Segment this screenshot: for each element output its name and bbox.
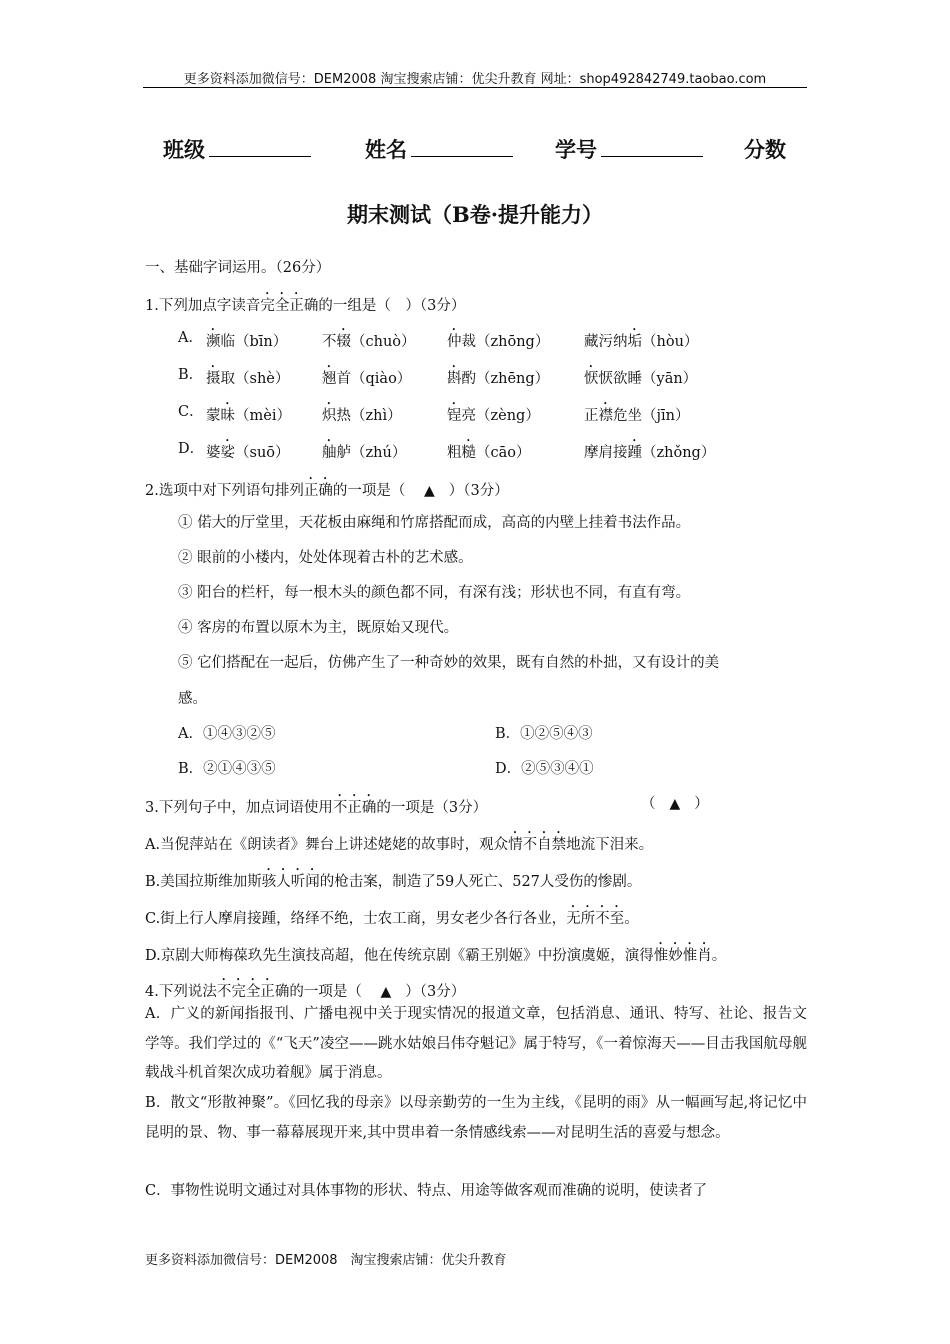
question-3-stem: 3.下列句子中，加点词语使用不正确的一项是（3分） xyxy=(145,800,488,816)
q2-sentence: ① 偌大的厅堂里，天花板由麻绳和竹席搭配而成，高高的内壁上挂着书法作品。 xyxy=(178,515,691,531)
q1-word: 粗糙（cāo） xyxy=(447,445,531,461)
q1-word: 斟酌（zhēng） xyxy=(447,371,550,387)
name-field xyxy=(365,134,513,164)
name-label: 姓名 xyxy=(365,138,407,162)
name-blank xyxy=(411,136,513,157)
student-id-blank xyxy=(601,136,703,157)
q3-option-a: A.当倪萍站在《朗读者》舞台上讲述姥姥的故事时，观众情不自禁地流下泪来。 xyxy=(145,837,654,853)
page-title: 期末测试（B卷·提升能力） xyxy=(346,202,604,227)
q1-word: 翘首（qiào） xyxy=(322,371,412,387)
question-2-stem: 2.选项中对下列语句排列正确的一项是（ ▲ ）（3分） xyxy=(145,483,509,499)
q1-word: 锃亮（zèng） xyxy=(447,408,540,424)
q1-word: 摄取（shè） xyxy=(206,371,290,387)
page-footer: 更多资料添加微信号：DEM2008 淘宝搜索店铺：优尖升教育 xyxy=(145,1253,507,1268)
q2-sentence: ② 眼前的小楼内，处处体现着古朴的艺术感。 xyxy=(178,550,473,566)
score-label: 分数 xyxy=(744,138,786,162)
q1-word: 摩肩接踵（zhǒng） xyxy=(584,445,716,461)
q1-option-label: D． xyxy=(178,441,205,457)
student-id-field xyxy=(555,134,703,164)
question-1-stem: 1.下列加点字读音完全正确的一组是（ ）（3分） xyxy=(145,298,466,314)
q1-option-label: B． xyxy=(178,367,204,383)
answer-placeholder: ▲ xyxy=(669,796,681,812)
q2-sentence: ③ 阳台的栏杆，每一根木头的颜色都不同，有深有浅；形状也不同，有直有弯。 xyxy=(178,585,691,601)
q1-word: 藏污纳垢（hòu） xyxy=(584,334,699,350)
q2-sentence-continuation: 感。 xyxy=(178,691,207,707)
q1-word: 仲裁（zhōng） xyxy=(447,334,550,350)
q1-word: 蒙昧（mèi） xyxy=(206,408,291,424)
q2-sentence: ⑤ 它们搭配在一起后，仿佛产生了一种奇妙的效果，既有自然的朴拙，又有设计的美 xyxy=(178,655,720,671)
q4-option-b: B．散文“形散神聚”。《回忆我的母亲》以母亲勤劳的一生为主线，《昆明的雨》从一幅画写起,将记忆中昆明的景、物、事一幕幕展现开来,其中贯串着一条情感线索——对昆明生活的喜爱与想念。 xyxy=(145,1095,807,1141)
q3-option-b: B.美国拉斯维加斯骇人听闻的枪击案，制造了59人死亡、527人受伤的惨剧。 xyxy=(145,874,642,890)
q1-word: 濒临（bīn） xyxy=(206,334,288,350)
q3-option-c: C.街上行人摩肩接踵，络绎不绝，士农工商，男女老少各行各业，无所不至。 xyxy=(145,911,639,927)
q1-word: 舳舻（zhú） xyxy=(322,445,407,461)
q1-word: 不辍（chuò） xyxy=(322,334,416,350)
q3-option-d: D.京剧大师梅葆玖先生演技高超，他在传统京剧《霸王别姬》中扮演虞姬，演得惟妙惟肖。 xyxy=(145,948,727,964)
page-header: 更多资料添加微信号：DEM2008 淘宝搜索店铺：优尖升教育 网址：shop492842749.taobao.com xyxy=(183,72,767,87)
q2-option-d: D．②⑤③④① xyxy=(495,761,594,777)
q1-word: 炽热（zhì） xyxy=(322,408,402,424)
question-3-answer: （ ▲ ） xyxy=(641,796,709,812)
q1-word: 恹恹欲睡（yān） xyxy=(584,371,698,387)
question-4-stem: 4.下列说法不完全正确的一项是（ ▲ ）（3分） xyxy=(145,984,466,1000)
class-field xyxy=(163,134,311,164)
answer-placeholder: ▲ xyxy=(380,984,392,1000)
student-id-label: 学号 xyxy=(555,138,597,162)
q4-option-a: A．广义的新闻指报刊、广播电视中关于现实情况的报道文章，包括消息、通讯、特写、社论、报告文学等。我们学过的《“飞天”凌空——跳水姑娘吕伟夺魁记》属于特写，《一着惊海天——目击我国航母舰载战斗机首架次成功着舰》属于消息。 xyxy=(145,1006,807,1081)
section-heading: 一、基础字词运用。（26分） xyxy=(145,260,331,276)
q2-option-c: B．②①④③⑤ xyxy=(178,761,276,777)
q4-option-c: C．事物性说明文通过对具体事物的形状、特点、用途等做客观而准确的说明，使读者了 xyxy=(145,1183,708,1199)
q1-word: 正襟危坐（jīn） xyxy=(584,408,690,424)
q2-sentence: ④ 客房的布置以原木为主，既原始又现代。 xyxy=(178,620,459,636)
class-label: 班级 xyxy=(163,138,205,162)
answer-placeholder: ▲ xyxy=(423,483,435,499)
q2-option-b: B．①②⑤④③ xyxy=(495,726,593,742)
q1-option-label: C． xyxy=(178,404,204,420)
q1-word: 婆娑（suō） xyxy=(206,445,290,461)
header-divider xyxy=(143,87,807,88)
q2-option-a: A．①④③②⑤ xyxy=(178,726,276,742)
q1-option-label: A． xyxy=(178,330,203,346)
class-blank xyxy=(209,136,311,157)
